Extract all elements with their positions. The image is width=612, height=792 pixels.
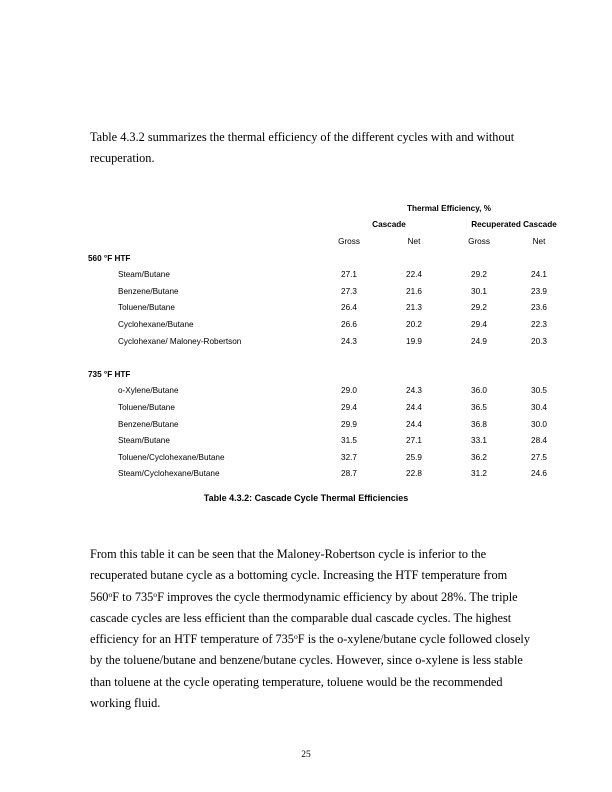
cell-value: 36.0: [471, 386, 487, 396]
row-label: o-Xylene/Butane: [118, 386, 179, 396]
cell-value: 22.4: [406, 270, 422, 280]
group-label-row: [88, 250, 574, 267]
degree-symbol: o: [108, 589, 113, 599]
cell-value: 20.2: [406, 319, 422, 329]
table-row: [88, 466, 574, 483]
discussion-text: F to 735: [112, 589, 154, 604]
table-row: [88, 266, 574, 283]
cell-value: 30.1: [471, 286, 487, 296]
page-number: 25: [301, 750, 311, 760]
group-header-recuperated: Recuperated Cascade: [471, 220, 557, 230]
cell-value: 27.1: [341, 270, 357, 280]
cell-value: 30.4: [531, 402, 547, 412]
table-row: [88, 283, 574, 300]
row-label: Benzene/Butane: [118, 286, 179, 296]
row-label: Toluene/Cyclohexane/Butane: [118, 452, 225, 462]
cell-value: 24.4: [406, 402, 422, 412]
cell-value: 36.2: [471, 452, 487, 462]
column-header: Net: [407, 236, 421, 246]
cell-value: 24.9: [471, 336, 487, 346]
cell-value: 29.4: [471, 319, 487, 329]
cell-value: 23.9: [531, 286, 547, 296]
table-row: [88, 333, 574, 350]
discussion-text: F improves the cycle thermodynamic efficiency by about 28%. The triple cascade cycles are less efficient than the comparable dual cascade cycles. The highest efficiency for an HTF temperature of 735: [90, 589, 518, 647]
row-label: Toluene/Butane: [118, 303, 175, 313]
cell-value: 21.6: [406, 286, 422, 296]
cell-value: 26.6: [341, 319, 357, 329]
cell-value: 31.5: [341, 436, 357, 446]
cell-value: 24.6: [531, 469, 547, 479]
cell-value: 19.9: [406, 336, 422, 346]
table-column-header-row: [88, 233, 574, 250]
cell-value: 31.2: [471, 469, 487, 479]
table-row: [88, 416, 574, 433]
cell-value: 33.1: [471, 436, 487, 446]
degree-symbol: o: [153, 589, 158, 599]
table-row: [88, 449, 574, 466]
table-row: [88, 399, 574, 416]
cell-value: 30.5: [531, 386, 547, 396]
cell-value: 28.7: [341, 469, 357, 479]
cell-value: 27.1: [406, 436, 422, 446]
cell-value: 36.8: [471, 419, 487, 429]
cell-value: 24.1: [531, 270, 547, 280]
table-row: [88, 300, 574, 317]
discussion-text: From this table it can be seen that the Maloney-Robertson cycle is inferior to the recuperated butane cycle as a bottoming cycle. Increasing the HTF temperature from 560: [90, 547, 508, 604]
group-header-cascade: Cascade: [372, 220, 406, 230]
cell-value: 28.4: [531, 436, 547, 446]
row-label: Toluene/Butane: [118, 402, 175, 412]
degree-symbol: o: [293, 632, 298, 641]
cell-value: 36.5: [471, 402, 487, 412]
cell-value: 29.2: [471, 303, 487, 313]
column-header: Gross: [468, 236, 490, 246]
discussion-text: F is the o-xylene/butane cycle followed closely by the toluene/butane and benzene/butane cycles. However, since o-xylene is less stable than toluene at the cycle operating temperature, toluene would be the recommended working fluid.: [90, 632, 530, 711]
column-header: Gross: [338, 236, 360, 246]
cell-value: 32.7: [341, 452, 357, 462]
cell-value: 22.8: [406, 469, 422, 479]
group-label-row: [88, 366, 574, 383]
cell-value: 29.4: [341, 402, 357, 412]
row-label: Steam/Butane: [118, 270, 170, 280]
column-header: Net: [532, 236, 546, 246]
discussion-paragraph: [90, 544, 530, 714]
cell-value: 27.3: [341, 286, 357, 296]
group-label-560: 560 °F HTF: [88, 253, 131, 263]
efficiency-table: [88, 200, 574, 482]
cell-value: 23.6: [531, 303, 547, 313]
cell-value: 26.4: [341, 303, 357, 313]
cell-value: 27.5: [531, 452, 547, 462]
cell-value: 22.3: [531, 319, 547, 329]
row-label: Cyclohexane/ Maloney-Robertson: [118, 336, 242, 346]
row-label: Steam/Butane: [118, 436, 170, 446]
table-title-row: [88, 200, 574, 217]
cell-value: 24.3: [341, 336, 357, 346]
cell-value: 24.3: [406, 386, 422, 396]
row-label: Benzene/Butane: [118, 419, 179, 429]
cell-value: 30.0: [531, 419, 547, 429]
cell-value: 29.2: [471, 270, 487, 280]
cell-value: 20.3: [531, 336, 547, 346]
cell-value: 29.0: [341, 386, 357, 396]
row-label: Steam/Cyclohexane/Butane: [118, 469, 220, 479]
intro-paragraph: Table 4.3.2 summarizes the thermal efficiency of the different cycles with and without recuperation.: [90, 130, 515, 166]
table-row: [88, 316, 574, 333]
table-spacer-row: [88, 349, 574, 366]
cell-value: 29.9: [341, 419, 357, 429]
row-label: Cyclohexane/Butane: [118, 319, 194, 329]
cell-value: 24.4: [406, 419, 422, 429]
table-group-header-row: [88, 217, 574, 234]
group-label-735: 735 °F HTF: [88, 369, 131, 379]
table-title: Thermal Efficiency, %: [406, 203, 492, 213]
cell-value: 21.3: [406, 303, 422, 313]
table-row: [88, 432, 574, 449]
table-row: [88, 383, 574, 400]
cell-value: 25.9: [406, 452, 422, 462]
table-caption: Table 4.3.2: Cascade Cycle Thermal Efficiencies: [203, 493, 409, 503]
